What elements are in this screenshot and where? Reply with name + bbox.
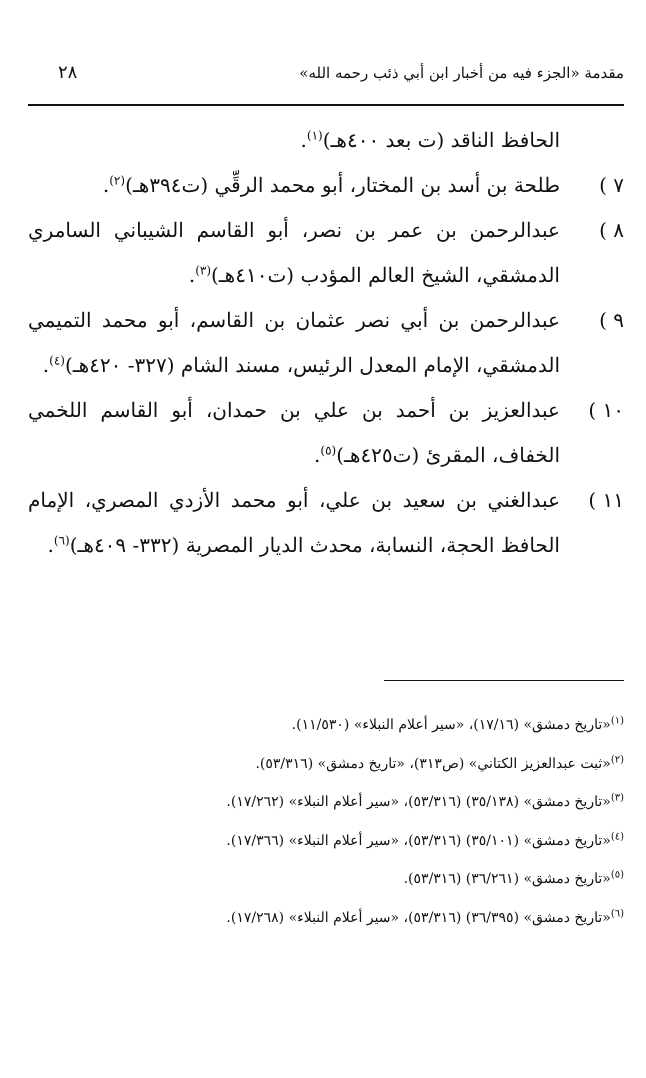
footnote — [28, 860, 624, 899]
footnote-ref: (٦) — [53, 533, 70, 548]
entry-text: طلحة بن أسد بن المختار، أبو محمد الرقِّي (ت٣٩٤هـ) — [125, 173, 560, 197]
header-title: مقدمة «الجزء فيه من أخبار ابن أبي ذئب رحمه الله» — [299, 64, 624, 82]
footnote-ref: (٤) — [49, 353, 65, 368]
entry-text: الحافظ الناقد (ت بعد ٤٠٠هـ) — [322, 128, 560, 152]
footnote — [28, 783, 624, 822]
entry-number: ٧ ) — [599, 173, 624, 197]
list-item — [28, 478, 624, 568]
entry-tail: . — [314, 443, 321, 467]
entry-text: عبدالغني بن سعيد بن علي، أبو محمد الأزدي المصري، الإمام الحافظ الحجة، النسابة، محدث الديار المصرية (٣٣٢- ٤٠٩هـ) — [28, 488, 560, 557]
footnote — [28, 706, 624, 745]
entry-tail: . — [300, 128, 307, 152]
footnote — [28, 822, 624, 861]
footnote-ref: (٥) — [320, 443, 337, 458]
entry-text: عبدالرحمن بن عمر بن نصر، أبو القاسم الشيباني السامري الدمشقي، الشيخ العالم المؤدب (ت٤١٠هـ) — [28, 218, 560, 287]
entry-number: ١١ ) — [588, 488, 624, 512]
header-rule — [28, 104, 624, 106]
footnote-text: «تاريخ دمشق» (٣٦/٣٩٥) (٥٣/٣١٦)، «سير أعلام النبلاء» (١٧/٢٦٨). — [226, 909, 611, 926]
running-header — [28, 60, 624, 90]
entry-tail: . — [42, 353, 50, 377]
footnote — [28, 745, 624, 784]
footnote-text: «تاريخ دمشق» (٣٥/١٣٨) (٥٣/٣١٦)، «سير أعلام النبلاء» (١٧/٢٦٢). — [226, 794, 611, 810]
footnote-text: «ثبت عبدالعزيز الكتاني» (ص٣١٣)، «تاريخ دمشق» (٥٣/٣١٦). — [255, 755, 611, 772]
entry-tail: . — [102, 173, 110, 197]
entry-number: ١٠ ) — [588, 398, 624, 422]
list-item — [28, 163, 624, 208]
entry-number: ٨ ) — [599, 218, 624, 242]
footnote-text: «تاريخ دمشق» (١٧/١٦)، «سير أعلام النبلاء» (١١/٥٣٠). — [291, 717, 611, 733]
footnote — [28, 899, 624, 938]
footnote-text: «تاريخ دمشق» (٣٦/٢٦١) (٥٣/٣١٦). — [403, 871, 611, 887]
footnote-mark: (٦) — [610, 907, 624, 919]
footnote-mark: (٣) — [610, 792, 624, 804]
footnote-mark: (٤) — [610, 830, 624, 842]
footnote-separator — [384, 680, 624, 681]
list-item — [28, 208, 624, 298]
footnote-ref: (٢) — [109, 173, 126, 188]
entry-text: عبدالعزيز بن أحمد بن علي بن حمدان، أبو القاسم اللخمي الخفاف، المقرئ (ت٤٢٥هـ) — [28, 398, 560, 467]
footnote-text: «تاريخ دمشق» (٣٥/١٠١) (٥٣/٣١٦)، «سير أعلام النبلاء» (١٧/٣٦٦). — [226, 832, 611, 849]
footnote-mark: (٥) — [610, 869, 624, 881]
footnote-ref: (٣) — [195, 263, 212, 278]
entry-text: عبدالرحمن بن أبي نصر عثمان بن القاسم، أبو محمد التميمي الدمشقي، الإمام المعدل الرئيس، مسند الشام (٣٢٧- ٤٢٠هـ) — [28, 308, 560, 377]
list-item — [28, 298, 624, 388]
footnotes — [28, 706, 624, 937]
list-item — [28, 118, 624, 163]
footnote-mark: (٢) — [610, 753, 624, 765]
page-number: ٢٨ — [58, 62, 78, 83]
narrator-list — [28, 118, 624, 568]
entry-number: ٩ ) — [599, 308, 624, 332]
entry-tail: . — [47, 533, 54, 557]
footnote-ref: (١) — [306, 128, 323, 143]
footnote-mark: (١) — [610, 715, 624, 727]
list-item — [28, 388, 624, 478]
entry-tail: . — [188, 263, 196, 287]
